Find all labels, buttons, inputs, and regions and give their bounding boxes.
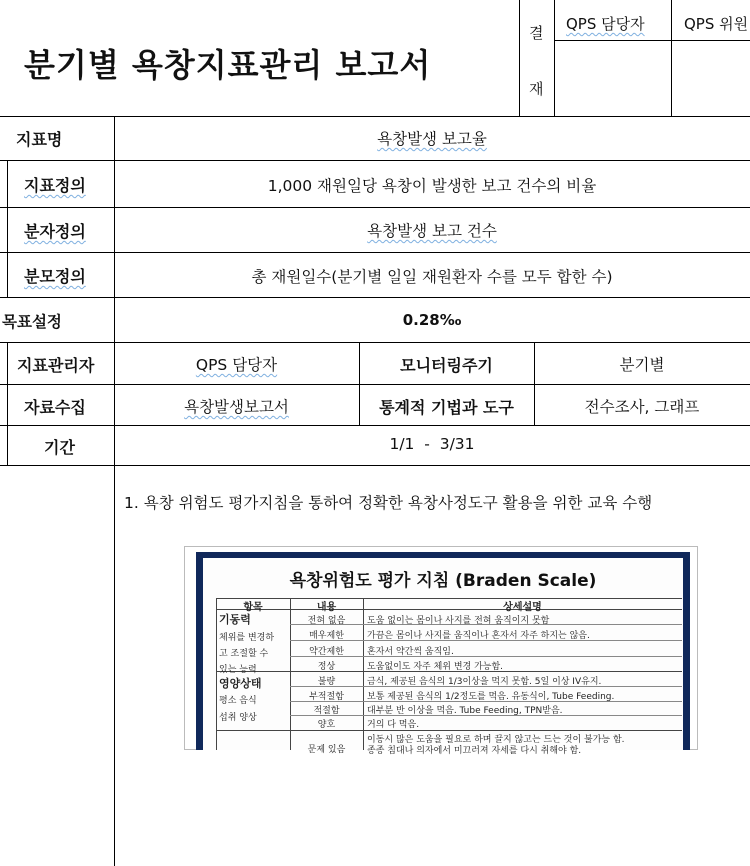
braden-row-detail: 이동시 많은 도움을 필요로 하며 끌지 않고는 드는 것이 불가능 함. [367,735,625,745]
braden-row-content: 정상 [317,662,336,672]
braden-header-item: 항목 [243,602,263,613]
data-collection-label: 자료수집 [24,398,86,417]
target-label: 목표설정 [2,313,62,331]
approval-label-1: 결 [529,24,544,42]
braden-row-detail: 금식, 제공된 음식의 1/3이상을 먹지 못함. 5일 이상 IV유지. [367,677,602,687]
header-divider [554,40,750,41]
body-item-1: 1. 욕창 위험도 평가지침을 통하여 정확한 욕창사정도구 활용을 위한 교육 수행 [124,494,653,512]
braden-row-detail: 대부분 반 이상을 먹음. Tube Feeding, TPN받음. [367,706,563,716]
braden-category-nutrition-desc: 섭취 양상 [219,713,257,723]
manager-value [114,353,359,375]
braden-category-mobility-desc: 고 조절할 수 [219,649,269,659]
braden-category-nutrition: 영양상태 [219,677,262,690]
page-title: 분기별 욕창지표관리 보고서 [24,46,432,84]
table-row-line [0,160,750,161]
manager-label: 지표관리자 [17,356,95,375]
header-divider [519,0,520,116]
braden-title: 욕창위험도 평가 지침 (Braden Scale) [289,571,597,591]
braden-image [203,558,683,756]
statistical-method-value: 전수조사, 그래프 [584,398,700,416]
table-row-line [0,465,750,466]
braden-row-content: 양호 [317,720,336,730]
braden-table-line [216,730,682,731]
indicator-definition-label [24,173,86,196]
denominator-value: 총 재원일수(분기별 일일 재원환자 수를 모두 합한 수) [251,268,613,286]
monitoring-cycle-value: 분기별 [619,356,665,374]
period-label: 기간 [44,438,75,457]
braden-row-detail: 도움 없이는 몸이나 사지를 전혀 움직이지 못함 [367,616,550,626]
table-row-line [0,425,750,426]
braden-header-content: 내용 [316,602,337,613]
target-value: 0.28‰ [402,311,462,329]
braden-row-detail: 가끔은 몸이나 사지를 움직이나 혼자서 자주 하지는 않음. [367,631,590,641]
braden-row-content: 부적절함 [309,692,344,702]
braden-row-detail: 보통 제공된 음식의 1/2정도를 먹음. 유동식이, Tube Feeding. [367,692,615,702]
braden-row-content: 약간제한 [309,647,344,657]
table-col-line [7,342,8,465]
table-row-line [0,384,750,385]
braden-header-detail: 상세설명 [503,602,542,613]
braden-row-content: 불량 [317,677,336,687]
data-collection-value [114,395,359,417]
table-row-line [0,297,750,298]
braden-row-detail: 도움없이도 자주 체위 변경 가능함. [367,662,504,672]
header-divider [554,0,555,116]
statistical-method-label: 통계적 기법과 도구 [379,398,514,417]
numerator-label-text: 분자정의 [24,222,86,241]
braden-row-content: 문제 있음 [307,745,346,755]
monitoring-cycle-label: 모니터링주기 [400,356,493,375]
denominator-label-text: 분모정의 [24,267,86,286]
indicator-definition-label-text: 지표정의 [24,176,86,195]
header-bottom-line [0,116,750,117]
numerator-label [24,219,86,242]
table-row-line [0,207,750,208]
table-row-line [0,342,750,343]
data-collection-value-text: 욕창발생보고서 [184,398,289,416]
braden-row-detail: 거의 다 먹음. [367,720,420,730]
braden-category-mobility-desc: 있는 능력 [219,665,257,675]
braden-row-content: 적절함 [313,706,340,716]
period-value: 1/1 - 3/31 [389,435,475,453]
braden-row-detail: 혼자서 약간씩 움직임. [367,647,454,657]
table-col-line [7,160,8,297]
braden-category-mobility-desc: 체위를 변경하 [219,633,275,643]
braden-row-content: 전혀 없음 [307,616,346,626]
approver-qps-committee: QPS 위원 [684,15,749,33]
braden-category-nutrition-desc: 평소 음식 [219,696,257,706]
indicator-name-label: 지표명 [16,130,63,149]
numerator-value [114,219,750,241]
braden-row-detail: 종종 침대나 의자에서 미끄러져 자세를 다시 취해야 함. [367,746,582,756]
indicator-definition-value: 1,000 재원일당 욕창이 발생한 보고 건수의 비율 [267,177,597,195]
braden-table-line [363,598,364,750]
indicator-name-value [114,127,750,149]
approver-qps-staff: QPS 담당자 [566,15,645,33]
table-row-line [0,252,750,253]
braden-row-content: 매우제한 [309,631,344,641]
braden-category-mobility: 기동력 [219,613,251,626]
indicator-name-value-text: 욕창발생 보고율 [377,130,487,148]
manager-value-text: QPS 담당자 [195,356,278,374]
approval-label-2: 재 [529,80,544,98]
denominator-label [24,264,86,287]
numerator-value-text: 욕창발생 보고 건수 [367,222,497,240]
header-divider [671,0,672,116]
